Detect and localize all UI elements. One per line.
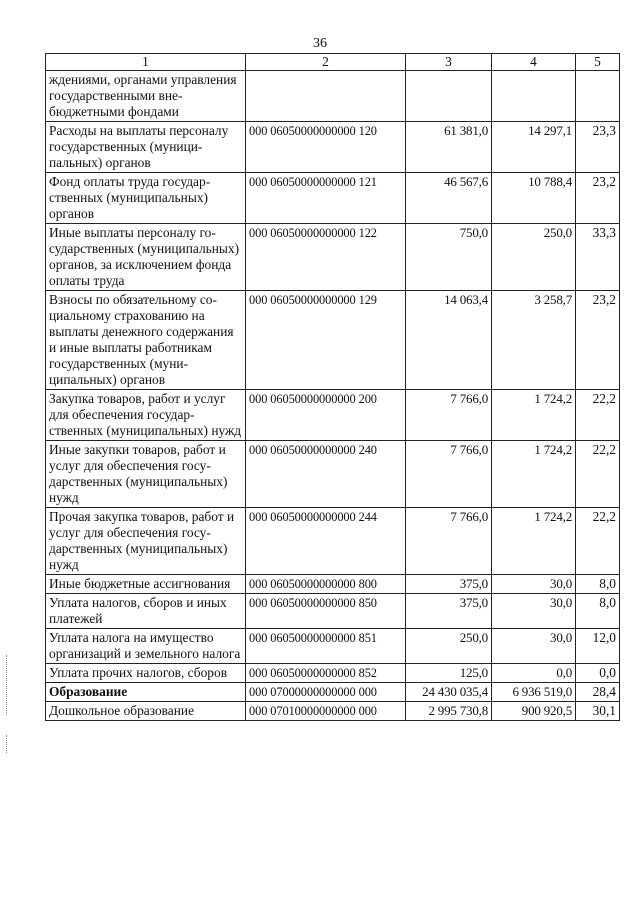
- row-percent-cell: 12,0: [576, 629, 620, 664]
- row-actual-cell: 6 936 519,0: [492, 683, 576, 702]
- row-plan-cell: 750,0: [406, 224, 492, 291]
- row-actual-cell: 1 724,2: [492, 390, 576, 441]
- row-code-cell: 000 07000000000000 000: [246, 683, 406, 702]
- row-code-cell: 000 06050000000000 240: [246, 441, 406, 508]
- row-name-cell: Иные закупки товаров, работ и услуг для обеспечения государственных (муниципальных) нужд: [46, 441, 246, 508]
- row-code-cell: 000 06050000000000 120: [246, 122, 406, 173]
- row-code-cell: 000 06050000000000 200: [246, 390, 406, 441]
- row-plan-cell: 61 381,0: [406, 122, 492, 173]
- row-percent-cell: 28,4: [576, 683, 620, 702]
- row-name-cell: ждениями, органами управления государственными внебюджетными фондами: [46, 71, 246, 122]
- row-percent-cell: 8,0: [576, 575, 620, 594]
- margin-dots-upper: [6, 655, 9, 715]
- row-percent-cell: 23,3: [576, 122, 620, 173]
- row-code-cell: 000 06050000000000 121: [246, 173, 406, 224]
- table-row: [46, 122, 620, 173]
- table-row: [46, 594, 620, 629]
- row-percent-cell: 0,0: [576, 664, 620, 683]
- row-name-cell: Дошкольное образование: [46, 702, 246, 721]
- column-header: 1: [46, 54, 246, 71]
- table-row: [46, 390, 620, 441]
- table-body: [46, 71, 620, 721]
- row-plan-cell: 24 430 035,4: [406, 683, 492, 702]
- row-plan-cell: 7 766,0: [406, 441, 492, 508]
- row-plan-cell: 46 567,6: [406, 173, 492, 224]
- row-percent-cell: 33,3: [576, 224, 620, 291]
- row-code-cell: 000 06050000000000 800: [246, 575, 406, 594]
- row-plan-cell: 125,0: [406, 664, 492, 683]
- row-actual-cell: 900 920,5: [492, 702, 576, 721]
- row-actual-cell: 30,0: [492, 575, 576, 594]
- table-row: [46, 224, 620, 291]
- row-name-cell: Иные бюджетные ассигнования: [46, 575, 246, 594]
- row-code-cell: 000 07010000000000 000: [246, 702, 406, 721]
- row-actual-cell: [492, 71, 576, 122]
- row-actual-cell: 14 297,1: [492, 122, 576, 173]
- row-percent-cell: 22,2: [576, 390, 620, 441]
- row-plan-cell: 2 995 730,8: [406, 702, 492, 721]
- row-name-cell: Взносы по обязательному социальному страхованию на выплаты денежного содержания и иные выплаты работникам государственных (муниципальных) органов: [46, 291, 246, 390]
- row-name-cell: Закупка товаров, работ и услуг для обеспечения государственных (муниципальных) нужд: [46, 390, 246, 441]
- table-row: [46, 702, 620, 721]
- row-plan-cell: 14 063,4: [406, 291, 492, 390]
- row-plan-cell: 375,0: [406, 575, 492, 594]
- table-row: [46, 683, 620, 702]
- row-name-cell: Фонд оплаты труда государственных (муниципальных) органов: [46, 173, 246, 224]
- row-name-cell: Прочая закупка товаров, работ и услуг для обеспечения государственных (муниципальных) нужд: [46, 508, 246, 575]
- row-actual-cell: 10 788,4: [492, 173, 576, 224]
- row-name-cell: Иные выплаты персоналу государственных (муниципальных) органов, за исключением фонда оплаты труда: [46, 224, 246, 291]
- row-plan-cell: 7 766,0: [406, 390, 492, 441]
- column-header: 4: [492, 54, 576, 71]
- row-code-cell: 000 06050000000000 244: [246, 508, 406, 575]
- row-code-cell: 000 06050000000000 122: [246, 224, 406, 291]
- budget-table: [45, 53, 620, 721]
- row-name-cell: Уплата налогов, сборов и иных платежей: [46, 594, 246, 629]
- table-row: [46, 71, 620, 122]
- row-code-cell: 000 06050000000000 129: [246, 291, 406, 390]
- table-row: [46, 575, 620, 594]
- table-row: [46, 629, 620, 664]
- row-code-cell: 000 06050000000000 850: [246, 594, 406, 629]
- page-number: 36: [313, 36, 327, 51]
- row-plan-cell: 7 766,0: [406, 508, 492, 575]
- row-actual-cell: 3 258,7: [492, 291, 576, 390]
- row-percent-cell: 8,0: [576, 594, 620, 629]
- row-actual-cell: 1 724,2: [492, 508, 576, 575]
- row-code-cell: 000 06050000000000 852: [246, 664, 406, 683]
- row-plan-cell: 250,0: [406, 629, 492, 664]
- row-name-cell: Уплата прочих налогов, сборов: [46, 664, 246, 683]
- row-percent-cell: [576, 71, 620, 122]
- row-actual-cell: 0,0: [492, 664, 576, 683]
- row-code-cell: [246, 71, 406, 122]
- row-name-cell: Образование: [46, 683, 246, 702]
- table-row: [46, 441, 620, 508]
- margin-dots-lower: [6, 735, 9, 753]
- row-actual-cell: 1 724,2: [492, 441, 576, 508]
- column-header: 3: [406, 54, 492, 71]
- row-actual-cell: 250,0: [492, 224, 576, 291]
- table-row: [46, 291, 620, 390]
- row-name-cell: Расходы на выплаты персоналу государственных (муниципальных) органов: [46, 122, 246, 173]
- column-header: 2: [246, 54, 406, 71]
- row-plan-cell: 375,0: [406, 594, 492, 629]
- row-plan-cell: [406, 71, 492, 122]
- row-percent-cell: 23,2: [576, 173, 620, 224]
- table-row: [46, 173, 620, 224]
- column-header: 5: [576, 54, 620, 71]
- row-actual-cell: 30,0: [492, 594, 576, 629]
- row-percent-cell: 30,1: [576, 702, 620, 721]
- row-percent-cell: 23,2: [576, 291, 620, 390]
- row-actual-cell: 30,0: [492, 629, 576, 664]
- row-percent-cell: 22,2: [576, 441, 620, 508]
- row-code-cell: 000 06050000000000 851: [246, 629, 406, 664]
- table-row: [46, 508, 620, 575]
- row-name-cell: Уплата налога на имущество организаций и земельного налога: [46, 629, 246, 664]
- row-percent-cell: 22,2: [576, 508, 620, 575]
- table-row: [46, 664, 620, 683]
- header-row: [46, 54, 620, 71]
